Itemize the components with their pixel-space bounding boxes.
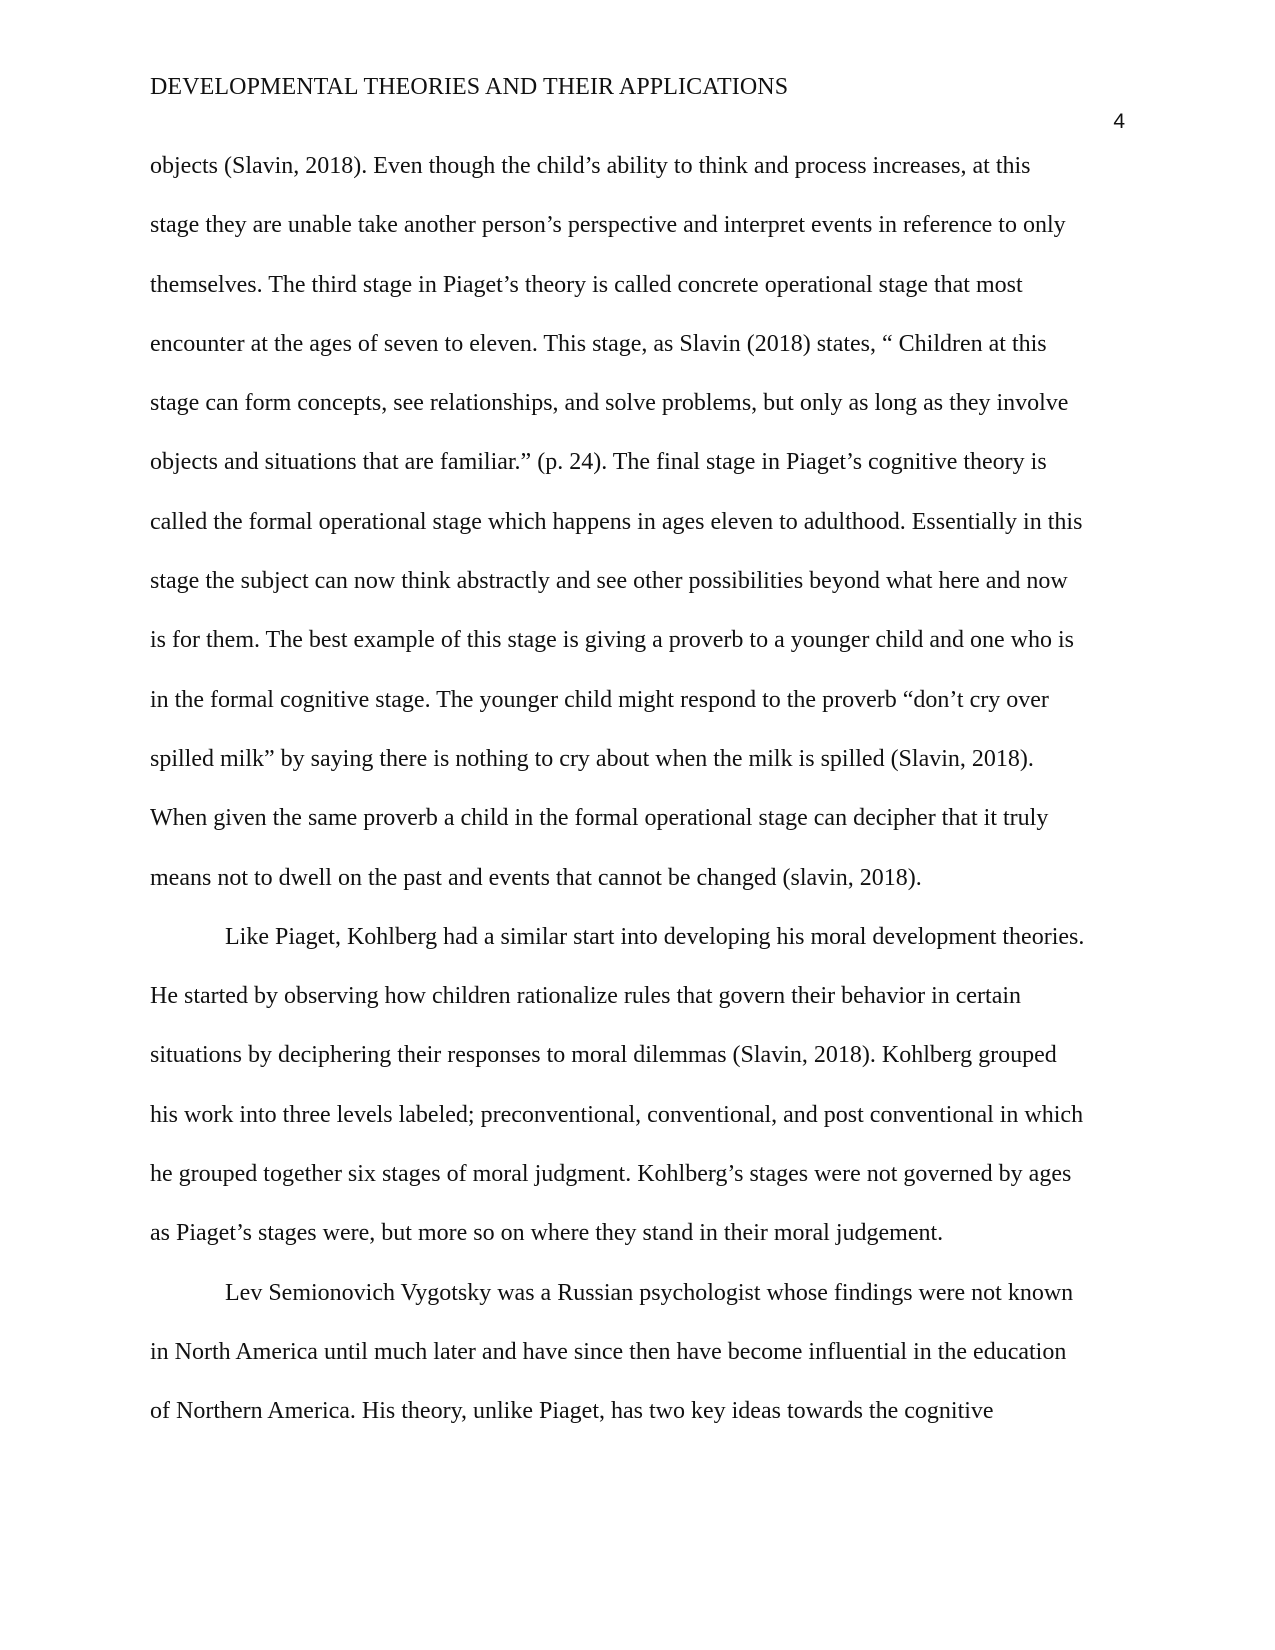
text-line: stage the subject can now think abstractly and see other possibilities beyond what here and now [150, 568, 1068, 595]
text-line: When given the same proverb a child in the formal operational stage can decipher that it truly [150, 805, 1049, 832]
text-line: themselves. The third stage in Piaget’s theory is called concrete operational stage that most [150, 271, 1023, 298]
text-line: means not to dwell on the past and events that cannot be changed (slavin, 2018). [150, 864, 922, 891]
text-line: spilled milk” by saying there is nothing to cry about when the milk is spilled (Slavin, 2018). [150, 745, 1034, 772]
text-line: as Piaget’s stages were, but more so on where they stand in their moral judgement. [150, 1220, 944, 1247]
paragraph-first-line: Lev Semionovich Vygotsky was a Russian psychologist whose findings were not known [225, 1279, 1074, 1306]
text-line: called the formal operational stage which happens in ages eleven to adulthood. Essentially in this [150, 508, 1083, 535]
page-number: 4 [1113, 110, 1125, 133]
text-line: stage can form concepts, see relationships, and solve problems, but only as long as they involve [150, 390, 1069, 417]
running-head: DEVELOPMENTAL THEORIES AND THEIR APPLICATIONS [150, 74, 789, 100]
text-line: his work into three levels labeled; preconventional, conventional, and post conventional in which [150, 1101, 1084, 1128]
text-line: in the formal cognitive stage. The younger child might respond to the proverb “don’t cry over [150, 686, 1049, 713]
text-line: He started by observing how children rationalize rules that govern their behavior in certain [150, 983, 1022, 1010]
text-line: situations by deciphering their responses to moral dilemmas (Slavin, 2018). Kohlberg grouped [150, 1042, 1057, 1069]
text-line: objects (Slavin, 2018). Even though the child’s ability to think and process increases, at this [150, 153, 1031, 179]
body-text [150, 137, 1130, 1442]
paragraph-first-line: Like Piaget, Kohlberg had a similar start into developing his moral development theories. [225, 923, 1085, 950]
text-line: he grouped together six stages of moral judgment. Kohlberg’s stages were not governed by ages [150, 1161, 1072, 1188]
text-line: stage they are unable take another person’s perspective and interpret events in reference to only [150, 212, 1066, 239]
text-line: in North America until much later and have since then have become influential in the education [150, 1338, 1067, 1365]
text-line: objects and situations that are familiar.” (p. 24). The final stage in Piaget’s cognitive theory is [150, 449, 1047, 476]
text-line: of Northern America. His theory, unlike Piaget, has two key ideas towards the cognitive [150, 1398, 994, 1425]
text-line: is for them. The best example of this stage is giving a proverb to a younger child and one who is [150, 627, 1075, 654]
text-line: encounter at the ages of seven to eleven. This stage, as Slavin (2018) states, “ Children at this [150, 330, 1047, 357]
